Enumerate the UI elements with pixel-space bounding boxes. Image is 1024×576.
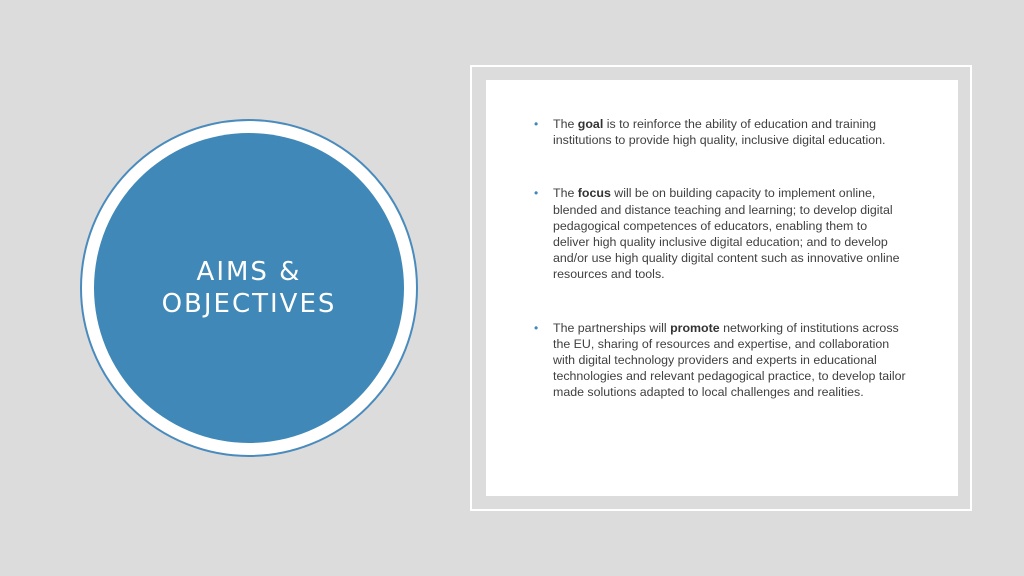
bullet-text: will be on building capacity to implement online, blended and distance teaching and learning; to develop digital pedagogical competences of educators, enabling them to deliver high quality inclusive digital education; and to develop and/or use high quality digital content such as innovative online resources and tools. bbox=[553, 186, 900, 282]
content-panel bbox=[486, 80, 958, 496]
slide-title bbox=[139, 256, 359, 320]
bullet-keyword: focus bbox=[577, 186, 611, 201]
bullet-text: is to reinforce the ability of education and training institutions to provide high quality, inclusive digital education. bbox=[553, 117, 886, 148]
bullet-focus bbox=[534, 185, 906, 282]
bullet-prefix: The bbox=[553, 186, 578, 201]
bullet-text: networking of institutions across the EU, sharing of resources and expertise, and collaboration with digital technology providers and experts in educational technologies and relevant pedagogical practice, to develop tailor made solutions adapted to local challenges and realities. bbox=[553, 320, 906, 400]
slide-title-line-1: AIMS & bbox=[196, 257, 302, 287]
bullet-dot-icon: • bbox=[534, 320, 539, 335]
bullet-prefix: The partnerships will bbox=[553, 320, 671, 335]
bullet-dot-icon: • bbox=[534, 186, 539, 201]
title-circle-fill bbox=[94, 133, 404, 443]
bullet-keyword: goal bbox=[577, 117, 604, 131]
bullet-list bbox=[534, 116, 906, 401]
bullet-keyword: promote bbox=[670, 320, 720, 335]
bullet-prefix: The bbox=[553, 117, 578, 131]
bullet-goal bbox=[534, 116, 906, 148]
bullet-promote bbox=[534, 320, 906, 401]
slide-title-line-2: OBJECTIVES bbox=[161, 289, 337, 319]
bullet-dot-icon: • bbox=[534, 117, 539, 131]
title-circle bbox=[80, 119, 418, 457]
